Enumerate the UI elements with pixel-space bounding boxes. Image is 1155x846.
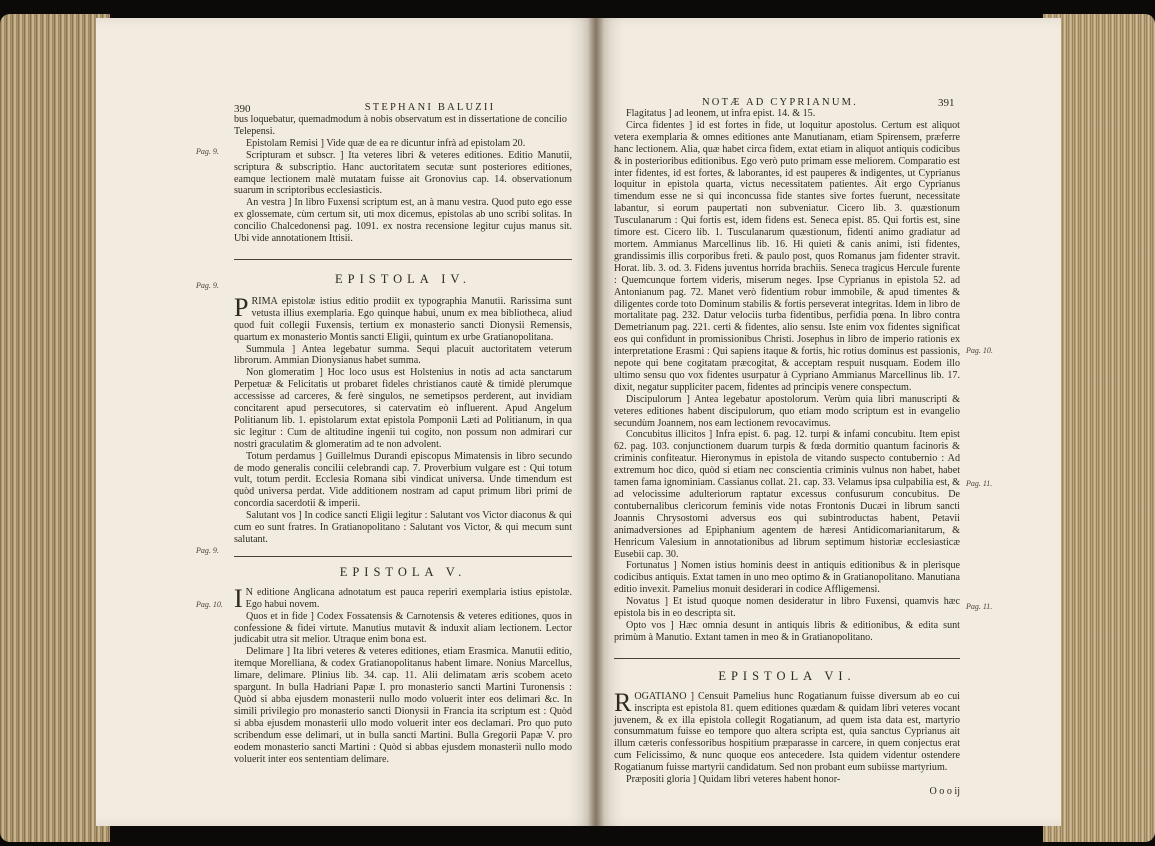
section-rule [234, 259, 572, 260]
epistola-5-heading: EPISTOLA V. [339, 564, 467, 579]
left-text-column [234, 114, 572, 765]
left-running-head: STEPHANI BALUZII [364, 102, 496, 113]
paragraph: Opto vos ] Hæc omnia desunt in antiquis libris & editionibus, & edita sunt primùm à Manutio. Extant tamen in meo & in Gratianopolitano. [614, 619, 960, 643]
paragraph: N editione Anglicana adnotatum est pauca reperiri exemplaria istius epistolæ. Ego habui novem. [245, 586, 572, 610]
drop-cap: R [614, 687, 632, 717]
left-opening-line: Telepensi. [234, 125, 276, 137]
paragraph: Epistolam Remisi ] Vide quæ de ea re dicuntur infrà ad epistolam 20. [246, 137, 526, 149]
paragraph: Circa fidentes ] id est fortes in fide, ut loquitur apostolus. Certum est aliquot vetera exemplaria & omnes editiones ante Manutianam, etiam Spirensem, præferre hanc lectionem. Alia, quæ habet circa fidem, extat etiam in aliquot antiquis codicibus & in posterioribus editionibus. Ego verò puto primam esse meliorem. Comparatio est inter fidentes, id est fortes, & laborantes, id est pauperes & indigentes, ut Cyprianus loquitur in epistola quarta, victus necessitatem patientes. Ait ergo Cyprianus timendum esse ne si qui inconcussa fide stantes sive fortes fuerunt, necessitate labantur, si eorum paupertati non subveniatur. Cicero lib. 3. quæstionum Tusculanarum : Qui fortis est, idem fidens est. Seneca epist. 85. Qui fortis est, sine timore est. Cicero lib. 1. Tusculanarum quæstionum, fidenti animo gradiatur ad mortem. Ammianus Marcellinus lib. 16. Hi quieti & canis animi, isti fidentes, grandissimis illis corporibus freti. & paulo post, quos Romanus jam fidenter stravit. Horat. lib. 3. od. 3. Fidens juventus horrida brachiis. Seneca tragicus Hercule furente : Quemcunque fortem videris, miserum neges. Ipse Cyprianus in epistola 52. ad Antonianum pag. 72. Manet verò fidentium robur immobile, & apud timentes & diligentes corde toto Dominum stabilis & fortis perseverat integritas. Idem in libro de mortalitate pag. 232. Datur velociis turba fidentibus, perfidia pœna. In libro contra Demetrianum pag. 221. certi & fidentes, alio sensu. Iste enim vox fidentes significat eos qui confidunt in promissionibus Christi. Josephus in libro de imperio rationis ex interpretatione Erasmi : Qui sapiens itaque & fortis, hic rotius dominus est passionis, nepote qui bene cogitatam præcogitat, & acceptam respuit nusquam. Eodem illo ultimo sensu quo vox fidentes usurpatur à Cypriano Ammianus Marcellinus lib. 17. dixit, negatur suppliciter pacem, fidentes ad principis venere conspectum. [614, 119, 960, 393]
left-margin-note: Pag. 9. [196, 546, 219, 555]
paragraph: OGATIANO ] Censuit Pamelius hunc Rogatianum fuisse diversum ab eo cui inscripta est epistola 81. quem editiones quædam & quidam libri veteres vocant juvenem, & ex illa epistola collegit Rogatianum, ad quem ista data est, martyrio consummatum fuisse eo tempore quo altera scripta est, quia sanctus Cyprianus ait illum cæteris confessoribus hospitium præparasse in carcere, in quem conjectus erat cum Felicissimo, & nunc quoque eos antecedere. Ista quidem videntur ostendere Rogatianum fuisse martyrii candidatum. Sed non probant eum subiisse martyrium. [614, 690, 960, 774]
left-opening-line: bus loquebatur, quemadmodum à nobis observatum est in dissertatione de concilio [234, 114, 567, 125]
signature-mark: O o o ij [929, 785, 960, 797]
drop-cap: I [234, 583, 243, 613]
left-margin-note: Pag. 9. [196, 147, 219, 156]
right-margin-note: Pag. 10. [966, 346, 993, 355]
drop-cap: P [234, 292, 249, 322]
paragraph: Scripturam et subscr. ] Ita veteres libri & veteres editiones. Editio Manutii, scriptura & subscriptio. Hanc auctoritatem secutæ sunt posteriores editiones, eamque lectionem malè mutatam fuisse ait Gronovius cap. 14. observationum suarum in scriptoribus ecclesiasticis. [234, 149, 572, 197]
paragraph: Quos et in fide ] Codex Fossatensis & Carnotensis & veteres editiones, quos in confessione & fidei virtute. Manutius mutavit & induxit aliam lectionem. Lector judicabit utra sit melior. Utraque enim bona est. [234, 610, 572, 646]
paragraph: Novatus ] Et istud quoque nomen desideratur in libro Fuxensi, quamvis hæc epistola bis in eo descripta sit. [614, 596, 960, 620]
paragraph: Totum perdamus ] Guillelmus Durandi episcopus Mimatensis in libro secundo de modo generalis concilii celebrandi cap. 7. Proverbium vulgare est : Qui totum vult, totum perdit. Ecclesia Romana sibi vindicat universa. Unde timendum est quòd universa perdat. Vide additionem nostram ad caput primum libri primi de concordia sacerdotii & imperii. [234, 450, 572, 510]
right-running-head: NOTÆ AD CYPRIANUM. [702, 97, 858, 108]
paragraph: Summula ] Antea legebatur summa. Sequi placuit auctoritatem veterum librorum. Ammian Dionysianus habet summa. [234, 343, 572, 367]
left-page-edges [0, 14, 110, 842]
left-margin-note: Pag. 10. [196, 600, 223, 609]
paragraph: Flagitatus ] ad leonem, ut infra epist. 14. & 15. [626, 108, 816, 119]
paragraph: Discipulorum ] Antea legebatur apostolorum. Verùm quia libri manuscripti & veteres editiones habent discipulorum, quo etiam modo scriptum est in evangelio secundùm Joannem, nos eam lectionem revocavimus. [614, 393, 960, 429]
book-gutter [588, 18, 604, 826]
right-page-number: 391 [938, 97, 955, 109]
paragraph: Præpositi gloria ] Quidam libri veteres habent honor- [626, 774, 841, 786]
paragraph: An vestra ] In libro Fuxensi scriptum est, an à manu vestra. Quod puto ego esse ex glossemate, cùm certum sit, uti mox dicemus, epistolas ab uno scribi solitas. In concilio Chalcedonensi pag. 1091. ex nostra recensione legitur cujus manus sit. Ubi vide annotationem Ittisii. [234, 197, 572, 245]
right-margin-note: Pag. 11. [966, 602, 993, 611]
paragraph: Fortunatus ] Nomen istius hominis deest in antiquis editionibus & in plerisque codicibus antiquis. Extat tamen in uno meo optimo & in Gratianopolitano. Manutiana editio invexit. Pamelius monuit desiderari in codice Affligemensi. [614, 560, 960, 596]
section-rule [234, 556, 572, 557]
right-text-column [614, 108, 960, 798]
paragraph: Non glomeratim ] Hoc loco usus est Holstenius in notis ad acta sanctarum Perpetuæ & Felicitatis ut probaret fideles christianos cautè & timidè plerumque accessisse ad carceres, & ferè singulos, ne semetipsos perderent, aut invidiam concitarent apud persecutores, si catervatim eò influerent. Apud Angelum Politianum lib. 1. epistolarum extat epistola Pomponii Læti ad Politianum, in qua sic legitur : Cum de altitudine ingenii tui cogito, non possum non admirari cur nostri graculatim & glomeratim ad te non advolent. [234, 367, 572, 450]
paragraph: RIMA epistolæ istius editio prodiit ex typographia Manutii. Rarissima sunt vetusta illius exemplaria. Ego quinque habui, unum ex mea bibliotheca, aliud quod fuit collegii Fuxensis, tertium ex monasterio sancti Dionysii Remensis, quartum ex monasterio Montis sancti Eligii, quintum ex urbe Gratianopolitana. [234, 295, 572, 343]
paragraph: Salutant vos ] In codice sancti Eligii legitur : Salutant vos Victor diaconus & qui cum eo sunt fratres. In Gratianopolitano : Salutant vos Victor, & qui mecum sunt salutant. [234, 510, 572, 545]
epistola-6-heading: EPISTOLA VI. [718, 668, 856, 683]
paragraph: Delimare ] Ita libri veteres & veteres editiones, etiam Erasmica. Manutii editio, itemque Morelliana, & codex Gratianopolitanus habent limare. Nonius Marcellus, limare, delimare. Plinius lib. 34. cap. 11. Alii delimatam æris scobem aceto spargunt. In bulla Hadriani Papæ I. pro monasterio sancti Martini Turonensis : Quòd si abba ejusdem monasterii nullo modo voluerit inter eos delimari &c. In simili privilegio pro monasterio sancti Dionysii in Francia ita scriptum est : Quòd si abba ejusdem monasterii ullo modo voluerit inter eos declamari. Pro quo puto scribendum esse delimari, ut in bulla sancti Martini. Bulla Gregorii Papæ V. pro eodem monasterio sancti Martini : Quòd si abbas ejusdem monasterii nullo modo voluerit inter eos sententiam delimare. [234, 646, 572, 765]
epistola-4-heading: EPISTOLA IV. [335, 271, 471, 286]
left-page-number: 390 [234, 103, 251, 115]
right-margin-note: Pag. 11. [966, 479, 993, 488]
left-margin-note: Pag. 9. [196, 281, 219, 290]
paragraph: Concubitus illicitos ] Infra epist. 6. pag. 12. turpi & infami concubitu. Item epist 62. pag. 103. conjunctionem duarum turpis & fœda dormitio quantum facinoris & criminis confiteatur. Hieronymus in epistola de vitando suspecto contubernio : Ad extremum hoc dico, quòd si etiam nec conscientia criminis vulnus non habet, habet tamen fama ignominiam. Cassianus collat. 21. cap. 33. Velamus ipsa culpabilia est, & ad velocissime adulteriorum raptatur excessus confusurum concubitus. De contubernalibus clericorum feminis vide notas Frontonis Ducæi in librum sancti Joannis Chrysostomi adversus eos qui subintroductas habent, Petavii animadversiones ad Epiphanium agentem de hæresi Antidicomarianitarum, & Henricum Valesium in annotationibus ad librum septimum historiæ ecclesiasticæ Eusebii cap. 30. [614, 429, 960, 560]
section-rule [614, 658, 960, 659]
